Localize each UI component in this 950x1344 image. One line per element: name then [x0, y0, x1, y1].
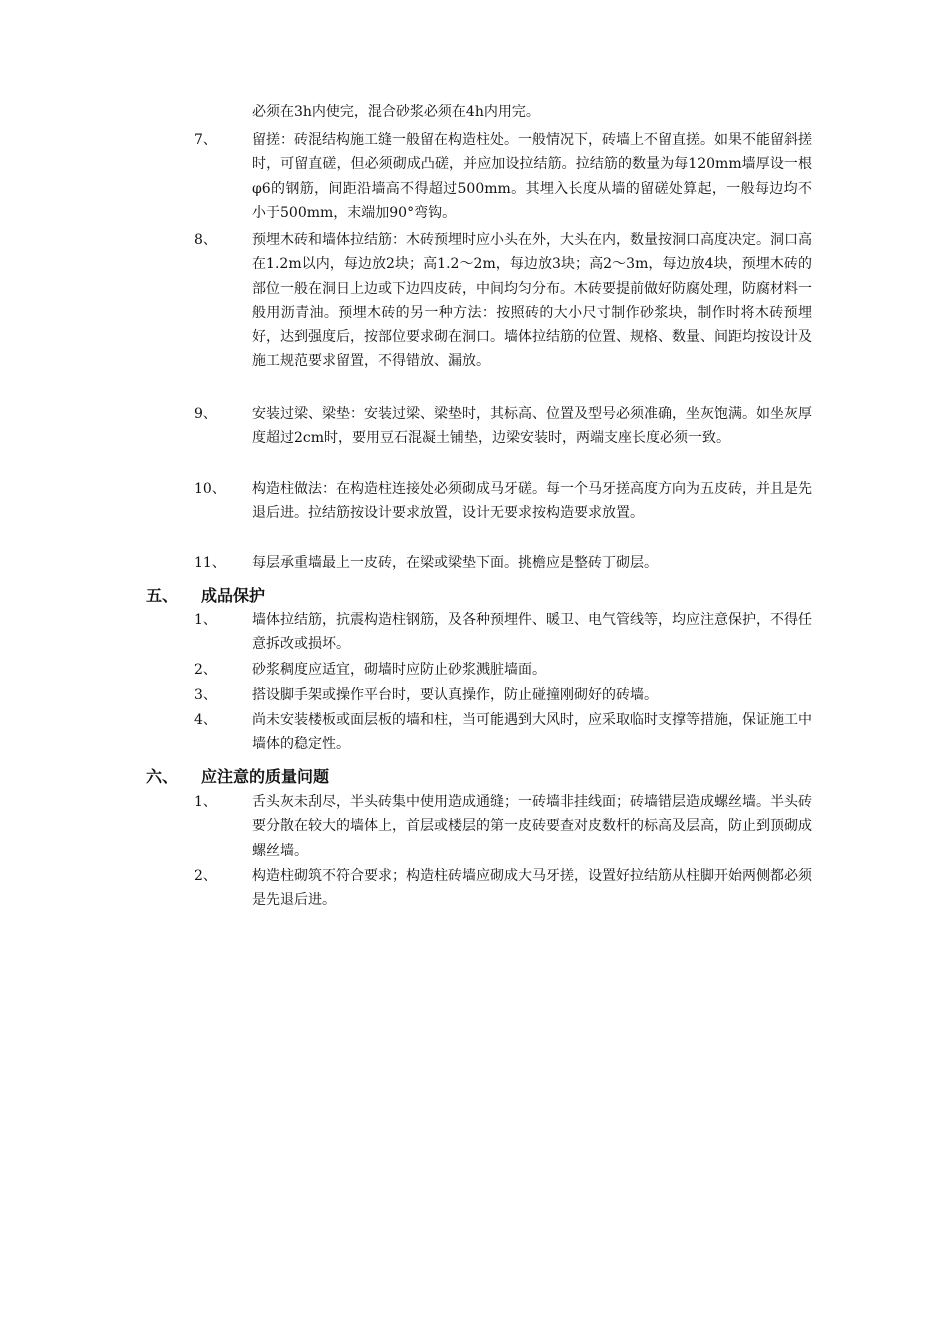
item-number: 11、	[194, 555, 226, 571]
item-text: 舌头灰未刮尽，半头砖集中使用造成通缝；一砖墙非挂线面；砖墙错层造成螺丝墙。半头砖要分散在较大的墙体上，首层或楼层的第一皮砖要查对皮数杆的标高及层高，防止到顶砌成螺丝墙。	[252, 794, 812, 859]
item-text: 墙体拉结筋，抗震构造柱钢筋，及各种预埋件、暖卫、电气管线等，均应注意保护，不得任意拆改或损坏。	[252, 612, 812, 653]
item-number: 1、	[194, 794, 217, 810]
item-text: 砂浆稠度应适宜，砌墙时应防止砂浆溅脏墙面。	[252, 662, 546, 678]
section-title: 成品保护	[201, 586, 266, 605]
item-text: 留搓：砖混结构施工缝一般留在构造柱处。一般情况下，砖墙上不留直搓。如果不能留斜搓时，可留直磋，但必须砌成凸磋，并应加设拉结筋。拉结筋的数量为每120mm墙厚设一根φ6的钢筋，间距沿墙高不得超过500mm。其埋入长度从墙的留磋处算起，一般每边均不小于500mm，末端加90°弯钩。	[252, 132, 812, 221]
item-number: 2、	[194, 662, 217, 678]
item-number: 8、	[194, 232, 217, 248]
item-text: 每层承重墙最上一皮砖，在梁或梁垫下面。挑檐应是整砖丁砌层。	[252, 555, 658, 571]
section-title: 应注意的质量问题	[201, 767, 330, 786]
item-number: 4、	[194, 712, 217, 728]
continuation-text: 必须在3h内使完，混合砂浆必须在4h内用完。	[252, 104, 540, 120]
item-text: 搭设脚手架或操作平台时，要认真操作，防止碰撞刚砌好的砖墙。	[252, 687, 658, 703]
item-number: 10、	[194, 481, 226, 497]
item-text: 安装过梁、梁垫：安装过梁、梁垫时，其标高、位置及型号必须准确，坐灰饱满。如坐灰厚度超过2cm时，要用豆石混凝土铺垫，边梁安装时，两端支座长度必须一致。	[252, 406, 812, 447]
section-number: 五、	[146, 586, 179, 605]
item-number: 1、	[194, 612, 217, 628]
item-text: 尚未安装楼板或面层板的墙和柱，当可能遇到大风时，应采取临时支撑等措施，保证施工中墙体的稳定性。	[252, 712, 812, 753]
item-text: 构造柱做法：在构造柱连接处必须砌成马牙磋。每一个马牙搓高度方向为五皮砖，并且是先退后进。拉结筋按设计要求放置，设计无要求按构造要求放置。	[252, 481, 812, 522]
section-number: 六、	[146, 767, 179, 786]
item-number: 2、	[194, 868, 217, 884]
item-text: 预埋木砖和墙体拉结筋：木砖预埋时应小头在外，大头在内，数量按洞口高度决定。洞口高在1.2m以内，每边放2块；高1.2～2m，每边放3块；高2～3m，每边放4块，预埋木砖的部位一般在洞日上边或下边四皮砖，中间均匀分布。木砖要提前做好防腐处理，防腐材料一般用沥青油。预埋木砖的另一种方法：按照砖的大小尺寸制作砂浆块，制作时将木砖预埋好，达到强度后，按部位要求砌在洞口。墙体拉结筋的位置、规格、数量、间距均按设计及施工规范要求留置，不得错放、漏放。	[252, 232, 812, 370]
item-number: 3、	[194, 687, 217, 703]
item-number: 7、	[194, 132, 217, 148]
item-number: 9、	[194, 406, 217, 422]
item-text: 构造柱砌筑不符合要求；构造柱砖墙应砌成大马牙搓，设置好拉结筋从柱脚开始两侧都必须是先退后进。	[252, 868, 812, 909]
